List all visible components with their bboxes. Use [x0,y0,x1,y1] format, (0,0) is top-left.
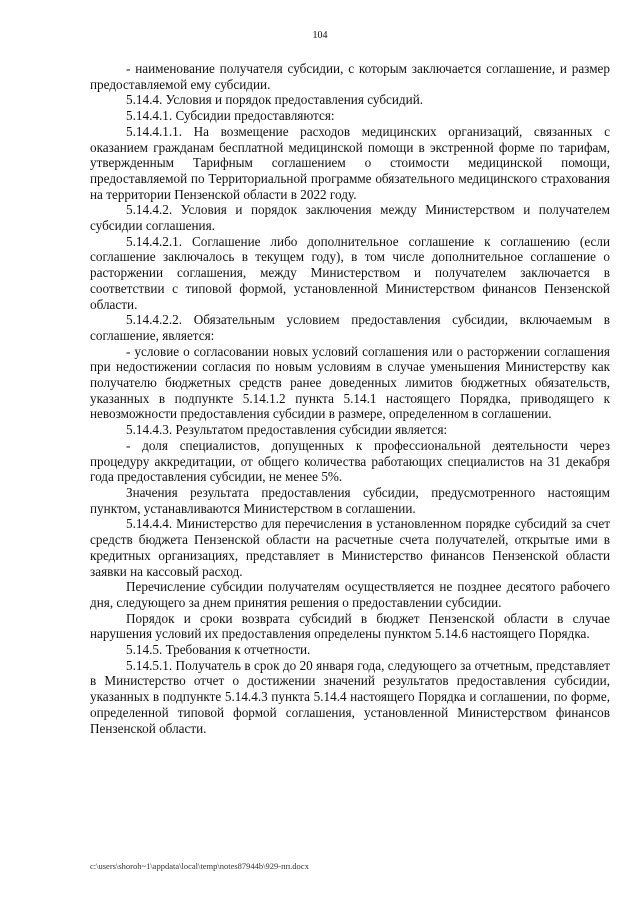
paragraph: 5.14.4.2. Условия и порядок заключения между Министерством и получателем субсидии соглашения. [90,202,610,234]
paragraph: Значения результата предоставления субсидии, предусмотренного настоящим пунктом, устанавливаются Министерством в соглашении. [90,484,610,516]
document-body [90,61,610,736]
paragraph: 5.14.5. Требования к отчетности. [126,642,311,658]
page-number: 104 [312,30,328,41]
paragraph: Перечисление субсидии получателям осуществляется не позднее десятого рабочего дня, следующего за днем принятия решения о предоставлении субсидии. [90,579,610,610]
paragraph: 5.14.4.1.1. На возмещение расходов медицинских организаций, связанных с оказанием гражданам бесплатной медицинской помощи в экстренной форме по тарифам, утвержденным Тарифным соглашением о стоимости медицинской помощи, предоставляемой по Территориальной программе обязательного медицинского страхования на территории Пензенской области в 2022 году. [90,123,610,202]
paragraph: 5.14.5.1. Получатель в срок до 20 января года, следующего за отчетным, представляет в Министерство отчет о достижении значений результатов предоставления субсидии, указанных в подпункте 5.14.4.3 пункта 5.14.4 настоящего Порядка и соглашении, по форме, определенной типовой формой соглашения, установленной Министерством финансов Пензенской области. [90,657,610,736]
paragraph: - условие о согласовании новых условий соглашения или о расторжении соглашения при недостижении согласия по новым условиям в случае уменьшения Министерству как получателю бюджетных средств ранее доведенных лимитов бюджетных обязательств, указанных в подпункте 5.14.1.2 пункта 5.14.1 настоящего Порядка, приводящего к невозможности предоставления субсидии в размере, определенном в соглашении. [90,343,610,422]
paragraph: 5.14.4. Условия и порядок предоставления субсидий. [126,92,424,108]
paragraph: 5.14.4.3. Результатом предоставления субсидии является: [126,422,448,438]
footer-file-path: c:\users\shoroh~1\appdata\local\temp\notes87944b\929-пп.docx [90,861,309,871]
paragraph: - наименование получателя субсидии, с которым заключается соглашение, и размер предоставляемой ему субсидии. [90,61,610,92]
paragraph: - доля специалистов, допущенных к профессиональной деятельности через процедуру аккредитации, от общего количества работающих специалистов на 31 декабря года предоставления субсидии, не менее 5%. [90,437,610,485]
paragraph: Порядок и сроки возврата субсидий в бюджет Пензенской области в случае нарушения условий их предоставления определены пунктом 5.14.6 настоящего Порядка. [90,610,610,642]
paragraph: 5.14.4.2.2. Обязательным условием предоставления субсидии, включаемым в соглашение, является: [90,312,610,343]
paragraph: 5.14.4.1. Субсидии предоставляются: [126,108,335,124]
paragraph: 5.14.4.4. Министерство для перечисления в установленном порядке субсидий за счет средств бюджета Пензенской области на расчетные счета получателей, открытые ими в кредитных организациях, представляет в Министерство финансов Пензенской области заявки на кассовый расход. [90,516,610,579]
paragraph: 5.14.4.2.1. Соглашение либо дополнительное соглашение к соглашению (если соглашение заключалось в текущем году), в том числе дополнительное соглашение о расторжении соглашения, между Министерством и получателем заключается в соответствии с типовой формой, установленной Министерством финансов Пензенской области. [90,233,610,312]
